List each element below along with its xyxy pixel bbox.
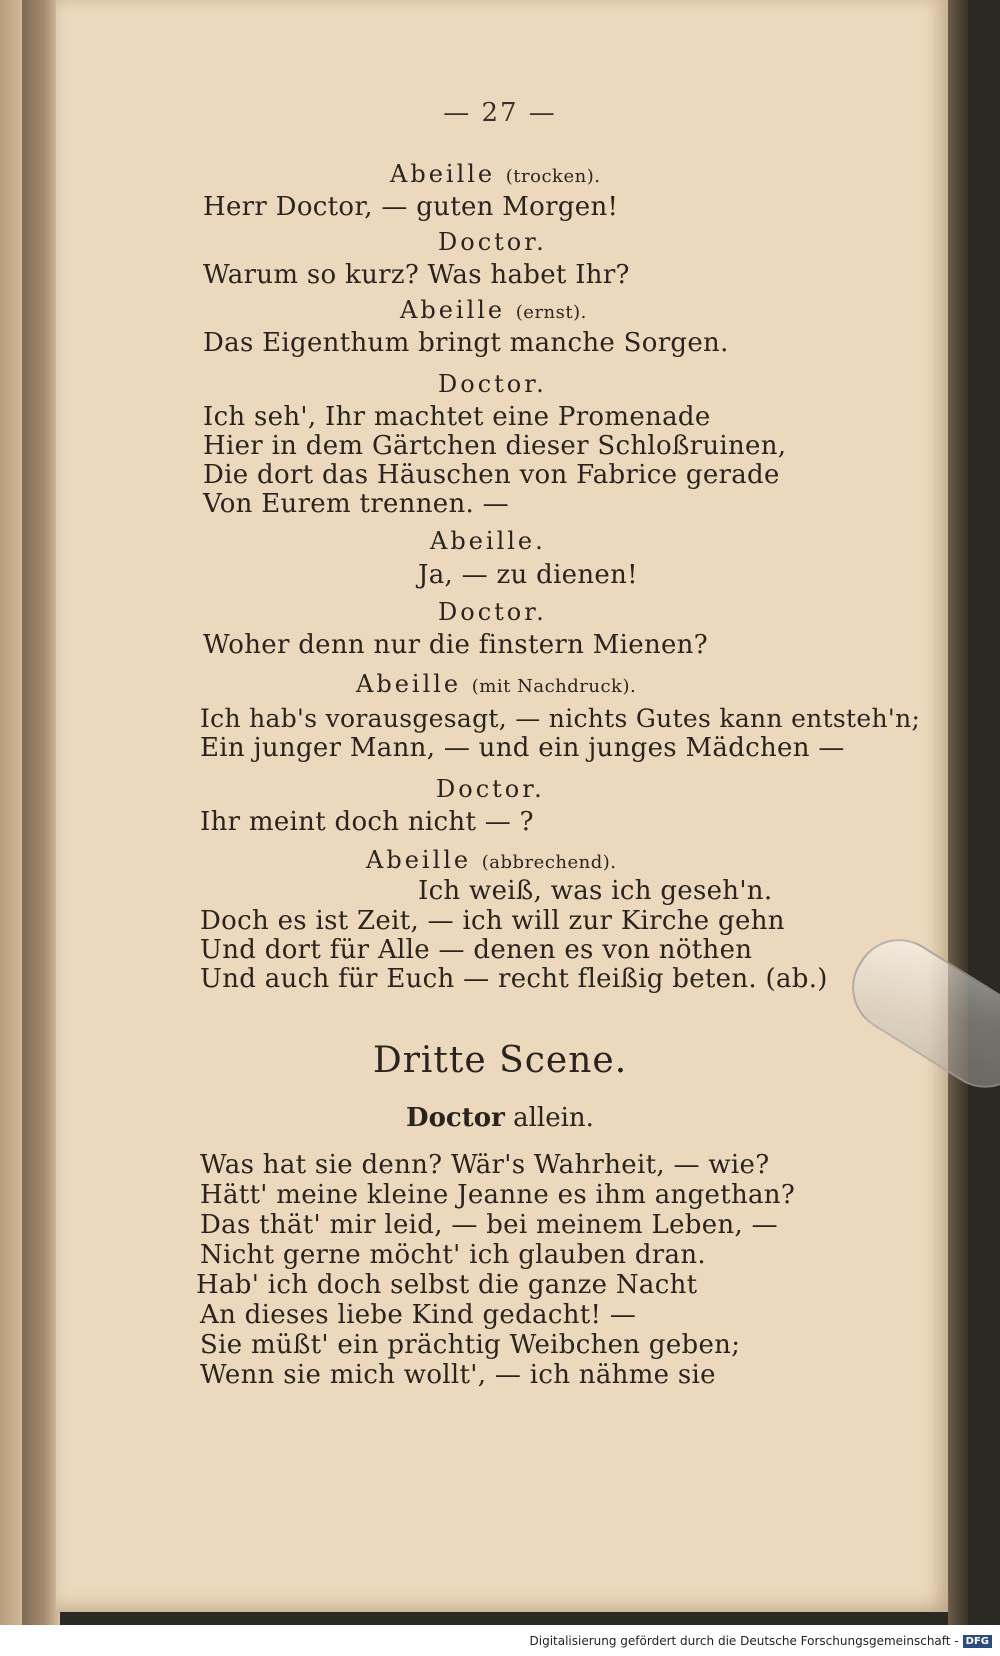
verse-line: Das thät' mir leid, — bei meinem Leben, — <box>200 1210 778 1240</box>
speaker-heading <box>390 160 600 188</box>
stage-direction: (trocken). <box>505 166 601 187</box>
dfg-logo: DFG <box>963 1635 992 1648</box>
speaker-heading <box>430 527 546 555</box>
stage-direction: (abbrechend). <box>481 852 617 873</box>
speaker-name: Abeille <box>366 846 472 874</box>
verse-line: Herr Doctor, — guten Morgen! <box>203 192 619 222</box>
verse-line: Ja, — zu dienen! <box>418 560 638 590</box>
verse-line: Ich hab's vorausgesagt, — nichts Gutes kann entsteh'n; <box>200 704 921 733</box>
scene-title: Dritte Scene. <box>372 1040 628 1081</box>
verse-line: Warum so kurz? Was habet Ihr? <box>203 260 630 290</box>
speaker-heading <box>400 296 587 324</box>
verse-line: Woher denn nur die finstern Mienen? <box>203 630 708 660</box>
scene-subtitle <box>0 1103 1000 1133</box>
speaker-name: Abeille <box>400 296 506 324</box>
stage-direction: (ernst). <box>515 302 587 323</box>
verse-line: Hier in dem Gärtchen dieser Schloßruinen, <box>203 431 787 461</box>
speaker-heading <box>438 598 547 626</box>
speaker-name: Doctor. <box>438 228 547 256</box>
digitization-credit <box>530 1634 993 1648</box>
verse-line: Hätt' meine kleine Jeanne es ihm angethan? <box>200 1180 796 1210</box>
verse-line: Das Eigenthum bringt manche Sorgen. <box>203 328 729 358</box>
verse-line: Sie müßt' ein prächtig Weibchen geben; <box>200 1330 741 1360</box>
verse-line: Nicht gerne möcht' ich glauben dran. <box>200 1240 706 1270</box>
speaker-name: Abeille <box>356 670 462 698</box>
speaker-name: Doctor. <box>438 370 547 398</box>
verse-line: Von Eurem trennen. — <box>203 489 509 519</box>
speaker-name: Doctor. <box>438 598 547 626</box>
speaker-heading <box>356 670 636 698</box>
page-number: — 27 — <box>443 98 557 128</box>
verse-line: Was hat sie denn? Wär's Wahrheit, — wie? <box>200 1150 770 1180</box>
verse-line: Ich seh', Ihr machtet eine Promenade <box>203 402 711 432</box>
speaker-heading <box>366 846 617 874</box>
speaker-heading <box>438 370 547 398</box>
speaker-name: Doctor. <box>436 775 545 803</box>
credit-text: Digitalisierung gefördert durch die Deutsche Forschungsgemeinschaft - <box>529 1634 959 1648</box>
stage-direction: (mit Nachdruck). <box>471 676 637 697</box>
book-spine-shadow <box>22 0 60 1625</box>
verse-line: Doch es ist Zeit, — ich will zur Kirche gehn <box>200 906 785 936</box>
verse-line: Wenn sie mich wollt', — ich nähme sie <box>200 1360 716 1390</box>
verse-line: Ihr meint doch nicht — ? <box>200 807 534 837</box>
speaker-heading <box>438 228 547 256</box>
verse-line: Ein junger Mann, — und ein junges Mädchen — <box>200 733 845 763</box>
verse-line: Hab' ich doch selbst die ganze Nacht <box>196 1270 698 1300</box>
speaker-name: Abeille <box>390 160 496 188</box>
verse-line: Und auch für Euch — recht fleißig beten. (ab.) <box>200 964 828 994</box>
scene-subtitle-direction: allein. <box>504 1103 594 1133</box>
verse-line: An dieses liebe Kind gedacht! — <box>200 1300 637 1330</box>
verse-line: Ich weiß, was ich geseh'n. <box>418 876 773 906</box>
scene-subtitle-character: Doctor <box>406 1103 505 1133</box>
book-right-edge <box>948 0 968 1625</box>
speaker-heading <box>436 775 545 803</box>
speaker-name: Abeille. <box>430 527 546 555</box>
verse-line: Und dort für Alle — denen es von nöthen <box>200 935 753 965</box>
verse-line: Die dort das Häuschen von Fabrice gerade <box>203 460 780 490</box>
